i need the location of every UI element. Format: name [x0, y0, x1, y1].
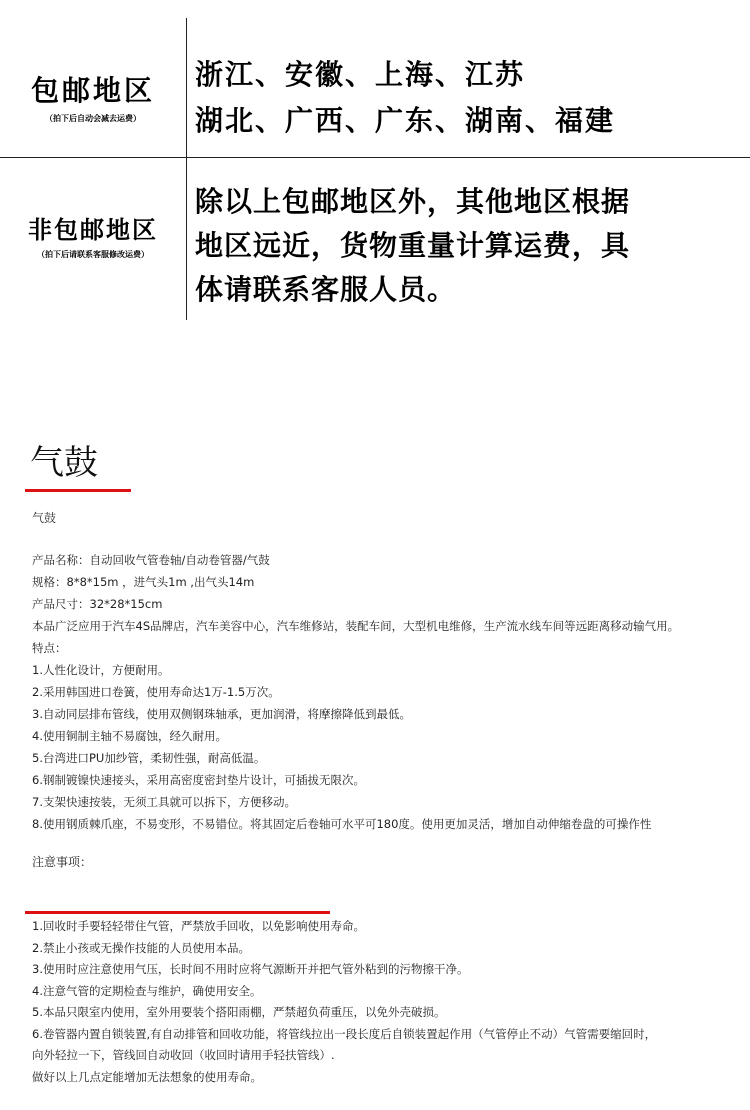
- table-vertical-divider: [186, 18, 187, 320]
- free-regions-line-1: 浙江、安徽、上海、江苏: [195, 58, 526, 91]
- paid-shipping-label-cell: [0, 217, 186, 260]
- feature-item: 2.采用韩国进口卷簧，使用寿命达1万-1.5万次。: [32, 685, 280, 699]
- product-subtitle: 气鼓: [32, 511, 57, 525]
- free-shipping-label-cell: [0, 76, 186, 124]
- note-item: 2.禁止小孩或无操作技能的人员使用本品。: [32, 940, 250, 955]
- note-item: 1.回收时手要轻轻带住气管，严禁放手回收，以免影响使用寿命。: [32, 919, 365, 933]
- paid-shipping-sublabel: （拍下后请联系客服修改运费）: [37, 250, 149, 260]
- product-spec-line: 规格：8*8*15m ，进气头1m ,出气头14m: [32, 575, 255, 589]
- product-size-line: 产品尺寸：32*28*15cm: [32, 597, 163, 611]
- feature-item: 4.使用铜制主轴不易腐蚀，经久耐用。: [32, 729, 227, 743]
- product-spec-list: [32, 549, 742, 835]
- shipping-region-table: [0, 0, 750, 325]
- table-horizontal-divider: [0, 157, 750, 158]
- free-regions-line-2: 湖北、广西、广东、湖南、福建: [195, 104, 616, 137]
- paid-note-line-2: 地区远近，货物重量计算运费，具: [195, 229, 631, 262]
- paid-note-line-1: 除以上包邮地区外，其他地区根据: [195, 185, 631, 218]
- feature-item: 5.台湾进口PU加纱管，柔韧性强，耐高低温。: [32, 751, 266, 765]
- paid-note-line-3: 体请联系客服人员。: [195, 273, 457, 306]
- note-item: 向外轻拉一下，管线回自动收回（收回时请用手轻扶管线）.: [32, 1048, 335, 1062]
- free-shipping-sublabel: （拍下后自动会减去运费）: [45, 113, 141, 123]
- paid-shipping-note: [195, 180, 630, 312]
- free-shipping-regions: [195, 52, 615, 144]
- notes-red-underline: [25, 911, 330, 914]
- notes-heading: 注意事项：: [32, 855, 93, 869]
- note-item: 3.使用时应注意使用气压，长时间不用时应将气源断开并把气管外粘到的污物擦干净。: [32, 962, 469, 976]
- title-red-underline: [25, 489, 131, 492]
- feature-item: 1.人性化设计，方便耐用。: [32, 663, 170, 677]
- note-item: 做好以上几点定能增加无法想象的使用寿命。: [32, 1069, 262, 1084]
- feature-item: 6.钢制镀镍快速接头，采用高密度密封垫片设计，可插拔无限次。: [32, 773, 365, 787]
- product-usage-line: 本品广泛应用于汽车4S品牌店，汽车美容中心，汽车维修站，装配车间，大型机电维修，生产流水线车间等远距离移动输气用。: [32, 619, 680, 633]
- features-heading: 特点：: [32, 641, 67, 655]
- product-section-title: 气鼓: [30, 443, 98, 483]
- note-item: 6.卷管器内置自锁装置,有自动排管和回收功能，将管线拉出一段长度后自锁装置起作用（气管停止不动）气管需要缩回时，: [32, 1026, 657, 1041]
- feature-item: 7.支架快速按装，无须工具就可以拆下，方便移动。: [32, 795, 296, 809]
- feature-item: 3.自动同层排布管线，使用双侧钢珠轴承，更加润滑，将摩擦降低到最低。: [32, 707, 411, 721]
- paid-shipping-label: 非包邮地区: [28, 216, 158, 244]
- product-name-line: 产品名称：自动回收气管卷轴/自动卷管器/气鼓: [32, 553, 270, 567]
- note-item: 4.注意气管的定期检查与维护，确使用安全。: [32, 983, 262, 998]
- note-item: 5.本品只限室内使用，室外用要装个搭阳雨棚，严禁超负荷重压，以免外壳破损。: [32, 1005, 446, 1019]
- free-shipping-label: 包邮地区: [30, 74, 155, 107]
- notes-list: [32, 916, 742, 1088]
- feature-item: 8.使用钢质棘爪座，不易变形，不易错位。将其固定后卷轴可水平可180度。使用更加灵活，增加自动伸缩卷盘的可操作性: [32, 817, 652, 831]
